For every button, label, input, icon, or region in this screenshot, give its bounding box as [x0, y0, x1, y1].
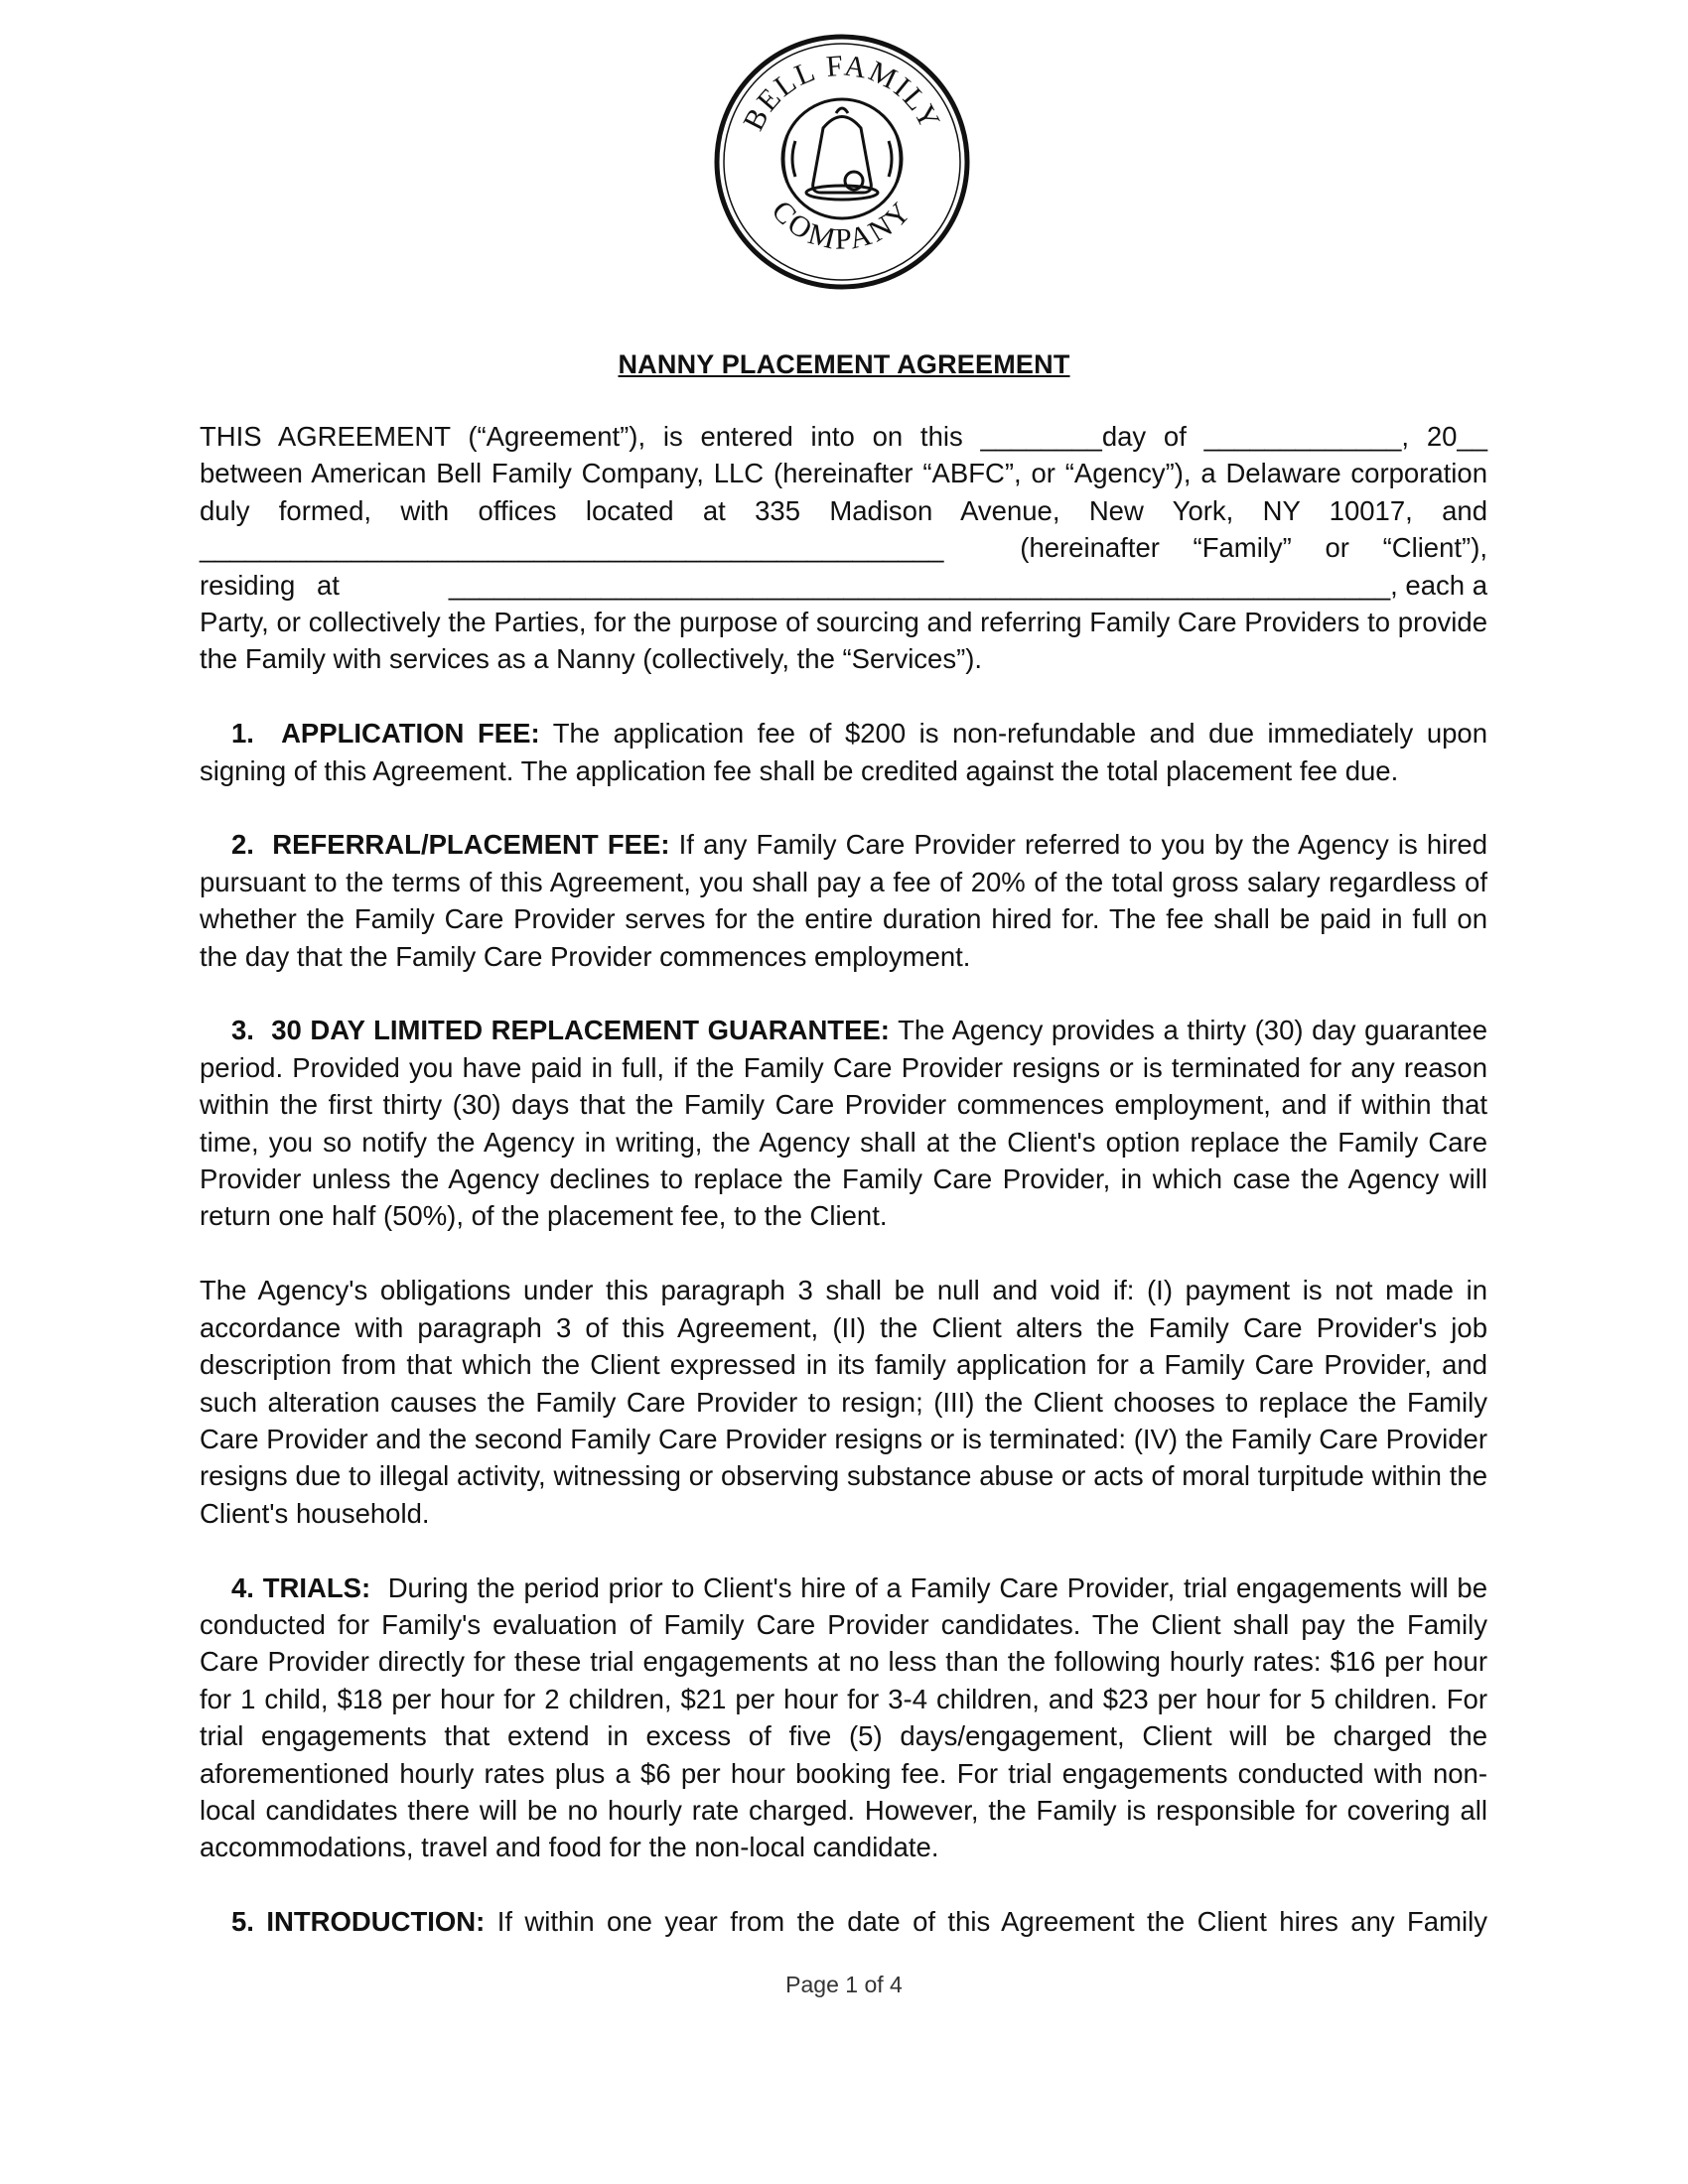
intro-line-6: Party, or collectively the Parties, for the purpose of sourcing and referring Family Care Providers to provide the Family with services as a Nanny (collectively, the “Services”).: [200, 607, 1487, 675]
section-3: [200, 1012, 1487, 1234]
intro-line-4: [200, 529, 1487, 566]
family-name-blank: _________________________________________________: [200, 532, 944, 564]
bell-family-seal: [714, 34, 970, 290]
agreement-body: [200, 418, 1487, 1978]
intro-paragraph: [200, 418, 1487, 678]
section-3-label: 30 DAY LIMITED REPLACEMENT GUARANTEE:: [271, 1015, 890, 1046]
family-label: (hereinafter “Family” or “Client”),: [1020, 532, 1487, 564]
section-3-conditions: The Agency's obligations under this paragraph 3 shall be null and void if: (I) payment is not made in accordance with paragraph 3 of this Agreement, (II) the Client alters the Family Care Provider's job description from that which the Client expressed in its family application for a Family Care Provider, and such alteration causes the Family Care Provider to resign; (III) the Client chooses to replace the Family Care Provider and the second Family Care Provider resigns or is terminated: (IV) the Family Care Provider resigns due to illegal activity, witnessing or observing substance abuse or acts of moral turpitude within the Client's household.: [200, 1275, 1487, 1529]
logo-bottom-text: COMPANY: [765, 194, 919, 257]
logo-top-text: BELL FAMILY: [737, 49, 947, 136]
section-5-text: If within one year from the date of this Agreement the Client hires any Family: [496, 1906, 1487, 1938]
section-2-text: If any Family Care Provider referred to you by the Agency is hired pursuant to the terms of this Agreement, you shall pay a fee of 20% of the total gross salary regardless of whether the Family Care Provider serves for the entire duration hired for. The fee shall be paid in full on the day that the Family Care Provider commences employment.: [200, 829, 1488, 972]
residing-at-label: residing at: [200, 569, 340, 601]
intro-line-1-text: THIS AGREEMENT (“Agreement”), is entered into on this ________day of _____________, 20__: [200, 421, 1487, 452]
section-4-label: 4. TRIALS:: [231, 1571, 371, 1603]
bell-icon: [783, 108, 901, 200]
section-1: [200, 715, 1487, 789]
section-1-number: 1.: [231, 718, 254, 750]
intro-line-2: between American Bell Family Company, LLC (hereinafter “ABFC”, or “Agency”), a Delaware corporation: [200, 458, 1487, 489]
section-4: [200, 1570, 1487, 1866]
section-4-text: During the period prior to Client's hire of a Family Care Provider, trial engagements will be conducted for Family's evaluation of Family Care Provider candidates. The Client shall pay the Family Care Provider directly for these trial engagements at no less than the following hourly rates: $16 per hour for 1 child, $18 per hour for 2 children, $21 per hour for 3-4 children, and $23 per hour for 5 children. For trial engagements that extend in excess of five (5) days/engagement, Client will be charged the aforementioned hourly rates plus a $6 per hour booking fee. For trial engagements conducted with non-local candidates there will be no hourly rate charged. However, the Family is responsible for covering all accommodations, travel and food for the non-local candidate.: [200, 1571, 1488, 1863]
section-5-label: 5. INTRODUCTION:: [231, 1906, 486, 1938]
section-3-number: 3.: [231, 1015, 254, 1046]
page-number: Page 1 of 4: [785, 1972, 903, 1997]
intro-line-1: [200, 418, 1487, 455]
company-logo: [714, 34, 970, 290]
section-3-text: The Agency provides a thirty (30) day guarantee period. Provided you have paid in full, if the Family Care Provider resigns or is terminated for any reason within the first thirty (30) days that the Family Care Provider commences employment, and if within that time, you so notify the Agency in writing, the Agency shall at the Client's option replace the Family Care Provider unless the Agency declines to replace the Family Care Provider, in which case the Agency will return one half (50%), of the placement fee, to the Client.: [200, 1015, 1487, 1232]
section-1-text: The application fee of $200 is non-refundable and due immediately upon signing of this Agreement. The application fee shall be credited against the total placement fee due.: [200, 718, 1487, 786]
address-blank: ______________________________________________________________, each a: [448, 569, 1487, 601]
section-2-label: REFERRAL/PLACEMENT FEE:: [272, 829, 670, 861]
section-5: [200, 1903, 1487, 1940]
document-title: NANNY PLACEMENT AGREEMENT: [618, 349, 1070, 379]
svg-text:COMPANY: [766, 195, 919, 257]
intro-line-3: duly formed, with offices located at 335 Madison Avenue, New York, NY 10017, and: [200, 494, 1487, 526]
intro-line-5: [200, 567, 1487, 604]
section-2-number: 2.: [231, 829, 254, 861]
section-2: [200, 826, 1487, 975]
section-1-label: APPLICATION FEE:: [281, 718, 540, 750]
